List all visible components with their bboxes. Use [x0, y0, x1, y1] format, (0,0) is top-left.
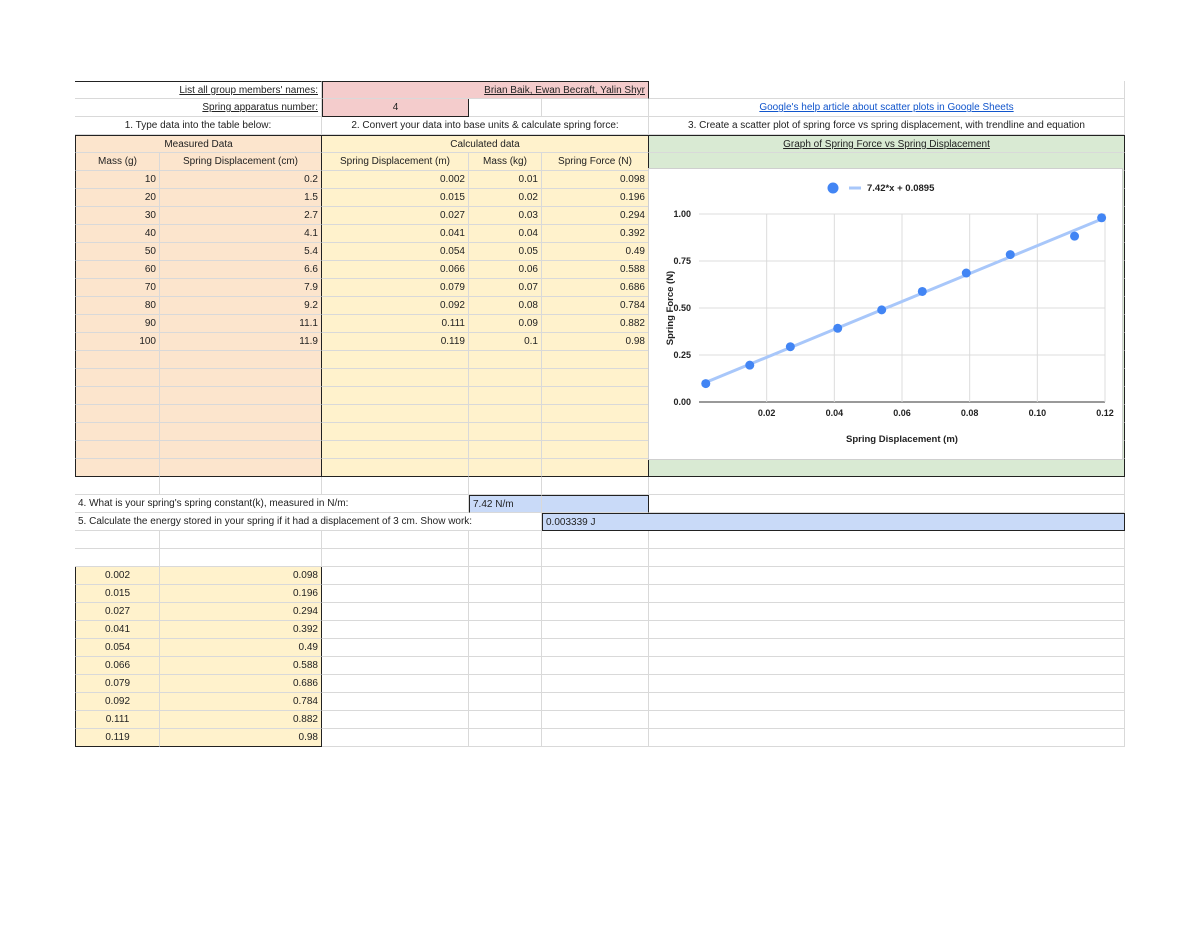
force-cell[interactable]: 0.294: [542, 207, 649, 225]
empty-cell[interactable]: [75, 423, 160, 441]
mass-kg-cell[interactable]: 0.03: [469, 207, 542, 225]
disp-cm-cell[interactable]: 11.9: [160, 333, 322, 351]
force-cell[interactable]: 0.686: [542, 279, 649, 297]
disp-m-cell[interactable]: 0.054: [322, 243, 469, 261]
disp-m-cell[interactable]: 0.066: [322, 261, 469, 279]
blank-row: [75, 531, 1125, 549]
empty-cell[interactable]: [542, 405, 649, 423]
empty-cell[interactable]: [75, 387, 160, 405]
cell[interactable]: [649, 495, 1125, 513]
force-cell[interactable]: 0.882: [542, 315, 649, 333]
empty-cell[interactable]: [542, 621, 649, 639]
disp-cm-cell[interactable]: 6.6: [160, 261, 322, 279]
empty-cell[interactable]: [649, 477, 1125, 495]
col-header-disp-cm[interactable]: Spring Displacement (cm): [160, 153, 322, 171]
mass-kg-cell[interactable]: 0.1: [469, 333, 542, 351]
mass-kg-cell[interactable]: 0.07: [469, 279, 542, 297]
force-cell[interactable]: 0.098: [542, 171, 649, 189]
empty-cell[interactable]: [160, 351, 322, 369]
empty-cell[interactable]: [469, 405, 542, 423]
blank-row: [75, 549, 1125, 567]
empty-cell[interactable]: [649, 567, 1125, 585]
empty-cell[interactable]: [469, 369, 542, 387]
disp-cm-cell[interactable]: 0.2: [160, 171, 322, 189]
names-value-cell[interactable]: Brian Baik, Ewan Becraft, Yalin Shyr: [322, 81, 649, 99]
mass-g-cell[interactable]: 10: [75, 171, 160, 189]
empty-row: [75, 459, 1125, 477]
empty-cell[interactable]: [160, 531, 322, 549]
lower-force-cell[interactable]: 0.588: [160, 657, 322, 675]
force-cell[interactable]: 0.49: [542, 243, 649, 261]
empty-cell[interactable]: [160, 549, 322, 567]
calculated-title[interactable]: Calculated data: [322, 135, 649, 153]
empty-cell[interactable]: [469, 531, 542, 549]
empty-cell[interactable]: [75, 549, 160, 567]
legend-label: 7.42*x + 0.0895: [867, 183, 935, 194]
empty-cell[interactable]: [469, 603, 542, 621]
empty-cell[interactable]: [322, 693, 469, 711]
empty-cell[interactable]: [322, 603, 469, 621]
trendline: [706, 219, 1102, 382]
mass-g-cell[interactable]: 40: [75, 225, 160, 243]
step3-label[interactable]: 3. Create a scatter plot of spring force vs spring displacement, with trendline and equation: [649, 117, 1125, 135]
apparatus-value-cell[interactable]: 4: [322, 99, 469, 117]
data-point: [1070, 232, 1079, 241]
lower-force-cell[interactable]: 0.686: [160, 675, 322, 693]
mass-g-cell[interactable]: 60: [75, 261, 160, 279]
empty-cell[interactable]: [322, 567, 469, 585]
empty-cell[interactable]: [469, 585, 542, 603]
help-link[interactable]: Google's help article about scatter plots in Google Sheets: [649, 99, 1125, 117]
graph-area-cell[interactable]: [649, 459, 1125, 477]
empty-cell[interactable]: [542, 657, 649, 675]
empty-cell[interactable]: [542, 549, 649, 567]
mass-g-cell[interactable]: 30: [75, 207, 160, 225]
empty-cell[interactable]: [75, 405, 160, 423]
disp-m-cell[interactable]: 0.111: [322, 315, 469, 333]
x-tick-label: 0.04: [825, 408, 844, 418]
empty-cell[interactable]: [322, 711, 469, 729]
col-header-mass-kg[interactable]: Mass (kg): [469, 153, 542, 171]
col-header-mass-g[interactable]: Mass (g): [75, 153, 160, 171]
disp-cm-cell[interactable]: 7.9: [160, 279, 322, 297]
energy-cell[interactable]: 0.003339 J: [542, 513, 1125, 531]
empty-cell[interactable]: [542, 477, 649, 495]
empty-cell[interactable]: [542, 729, 649, 747]
empty-cell[interactable]: [322, 549, 469, 567]
force-cell[interactable]: 0.588: [542, 261, 649, 279]
empty-cell[interactable]: [649, 711, 1125, 729]
empty-cell[interactable]: [542, 441, 649, 459]
step4-label[interactable]: 4. What is your spring's spring constant(k), measured in N/m:: [75, 495, 469, 513]
empty-cell[interactable]: [542, 351, 649, 369]
lower-data-row: [75, 675, 1125, 693]
lower-force-cell[interactable]: 0.49: [160, 639, 322, 657]
empty-cell[interactable]: [649, 657, 1125, 675]
empty-cell[interactable]: [322, 405, 469, 423]
mass-g-cell[interactable]: 90: [75, 315, 160, 333]
step5-label[interactable]: 5. Calculate the energy stored in your spring if it had a displacement of 3 cm. Show work:: [75, 513, 542, 531]
empty-cell[interactable]: [160, 405, 322, 423]
force-cell[interactable]: 0.196: [542, 189, 649, 207]
empty-cell[interactable]: [75, 477, 160, 495]
empty-cell[interactable]: [322, 531, 469, 549]
disp-m-cell[interactable]: 0.027: [322, 207, 469, 225]
empty-cell[interactable]: [542, 585, 649, 603]
x-tick-label: 0.12: [1096, 408, 1114, 418]
empty-cell[interactable]: [542, 459, 649, 477]
data-point: [1006, 250, 1015, 259]
mass-kg-cell[interactable]: 0.09: [469, 315, 542, 333]
disp-m-cell[interactable]: 0.119: [322, 333, 469, 351]
mass-g-cell[interactable]: 100: [75, 333, 160, 351]
lower-force-cell[interactable]: 0.196: [160, 585, 322, 603]
disp-m-cell[interactable]: 0.015: [322, 189, 469, 207]
disp-m-cell[interactable]: 0.002: [322, 171, 469, 189]
disp-cm-cell[interactable]: 5.4: [160, 243, 322, 261]
empty-cell[interactable]: [75, 459, 160, 477]
step2-label[interactable]: 2. Convert your data into base units & calculate spring force:: [322, 117, 649, 135]
lower-disp-m-cell[interactable]: 0.111: [75, 711, 160, 729]
mass-g-cell[interactable]: 80: [75, 297, 160, 315]
graph-title[interactable]: Graph of Spring Force vs Spring Displacement: [649, 135, 1125, 153]
empty-cell[interactable]: [322, 459, 469, 477]
empty-cell[interactable]: [322, 369, 469, 387]
disp-m-cell[interactable]: 0.041: [322, 225, 469, 243]
empty-cell[interactable]: [469, 549, 542, 567]
y-tick-label: 0.50: [673, 303, 691, 313]
data-point: [1097, 213, 1106, 222]
chart-svg: [649, 169, 1122, 459]
col-header-disp-m[interactable]: Spring Displacement (m): [322, 153, 469, 171]
section-title-row: [75, 135, 1125, 153]
mass-g-cell[interactable]: 70: [75, 279, 160, 297]
empty-cell[interactable]: [160, 387, 322, 405]
lower-data-row: [75, 729, 1125, 747]
disp-m-cell[interactable]: 0.092: [322, 297, 469, 315]
step1-label[interactable]: 1. Type data into the table below:: [75, 117, 322, 135]
disp-cm-cell[interactable]: 9.2: [160, 297, 322, 315]
empty-cell[interactable]: [322, 351, 469, 369]
empty-cell[interactable]: [649, 549, 1125, 567]
col-header-force[interactable]: Spring Force (N): [542, 153, 649, 171]
empty-cell[interactable]: [322, 657, 469, 675]
lower-force-cell[interactable]: 0.294: [160, 603, 322, 621]
data-point: [701, 379, 710, 388]
empty-cell[interactable]: [542, 423, 649, 441]
empty-cell[interactable]: [469, 675, 542, 693]
empty-cell[interactable]: [160, 477, 322, 495]
lower-disp-m-cell[interactable]: 0.027: [75, 603, 160, 621]
empty-cell[interactable]: [469, 693, 542, 711]
data-point: [962, 269, 971, 278]
empty-cell[interactable]: [322, 639, 469, 657]
empty-cell[interactable]: [322, 621, 469, 639]
lower-disp-m-cell[interactable]: 0.041: [75, 621, 160, 639]
legend-point-marker: [828, 183, 839, 194]
mass-kg-cell[interactable]: 0.02: [469, 189, 542, 207]
measured-title[interactable]: Measured Data: [75, 135, 322, 153]
force-cell[interactable]: 0.784: [542, 297, 649, 315]
lower-force-cell[interactable]: 0.882: [160, 711, 322, 729]
spring-constant-cell[interactable]: 7.42 N/m: [469, 495, 542, 513]
empty-cell[interactable]: [649, 675, 1125, 693]
mass-kg-cell[interactable]: 0.04: [469, 225, 542, 243]
names-label[interactable]: List all group members' names:: [75, 81, 322, 99]
empty-cell[interactable]: [469, 657, 542, 675]
data-point: [745, 361, 754, 370]
empty-cell[interactable]: [649, 729, 1125, 747]
empty-cell[interactable]: [542, 369, 649, 387]
empty-cell[interactable]: [75, 531, 160, 549]
lower-data-row: [75, 621, 1125, 639]
disp-cm-cell[interactable]: 2.7: [160, 207, 322, 225]
empty-cell[interactable]: [469, 621, 542, 639]
lower-disp-m-cell[interactable]: 0.015: [75, 585, 160, 603]
empty-cell[interactable]: [322, 387, 469, 405]
lower-force-cell[interactable]: 0.098: [160, 567, 322, 585]
step5-row: [75, 513, 1125, 531]
lower-disp-m-cell[interactable]: 0.092: [75, 693, 160, 711]
lower-data-row: [75, 567, 1125, 585]
steps-row: [75, 117, 1125, 135]
x-tick-label: 0.10: [1028, 408, 1047, 418]
empty-cell[interactable]: [542, 693, 649, 711]
lower-force-cell[interactable]: 0.784: [160, 693, 322, 711]
y-tick-label: 0.00: [673, 397, 691, 407]
empty-cell[interactable]: [469, 639, 542, 657]
apparatus-label[interactable]: Spring apparatus number:: [75, 99, 322, 117]
empty-cell[interactable]: [469, 459, 542, 477]
empty-cell[interactable]: [649, 693, 1125, 711]
lower-data-row: [75, 585, 1125, 603]
empty-cell[interactable]: [75, 351, 160, 369]
empty-cell[interactable]: [469, 729, 542, 747]
empty-cell[interactable]: [542, 567, 649, 585]
data-point: [786, 342, 795, 351]
empty-cell[interactable]: [542, 531, 649, 549]
empty-cell[interactable]: [75, 369, 160, 387]
lower-disp-m-cell[interactable]: 0.079: [75, 675, 160, 693]
empty-cell[interactable]: [160, 369, 322, 387]
empty-cell[interactable]: [469, 387, 542, 405]
empty-cell[interactable]: [542, 639, 649, 657]
empty-cell[interactable]: [322, 585, 469, 603]
y-tick-label: 0.75: [673, 256, 691, 266]
scatter-chart[interactable]: [648, 168, 1123, 460]
empty-cell[interactable]: [469, 567, 542, 585]
empty-cell[interactable]: [322, 423, 469, 441]
mass-kg-cell[interactable]: 0.06: [469, 261, 542, 279]
lower-force-cell[interactable]: 0.392: [160, 621, 322, 639]
y-axis-title: Spring Force (N): [665, 270, 676, 346]
lower-disp-m-cell[interactable]: 0.054: [75, 639, 160, 657]
lower-force-cell[interactable]: 0.98: [160, 729, 322, 747]
cell[interactable]: [649, 81, 1125, 99]
lower-data-row: [75, 693, 1125, 711]
data-point: [833, 324, 842, 333]
y-tick-label: 0.25: [673, 350, 691, 360]
empty-cell[interactable]: [322, 675, 469, 693]
mass-g-cell[interactable]: 20: [75, 189, 160, 207]
empty-cell[interactable]: [542, 675, 649, 693]
lower-disp-m-cell[interactable]: 0.002: [75, 567, 160, 585]
names-row: [75, 81, 1125, 99]
empty-cell[interactable]: [649, 531, 1125, 549]
empty-cell[interactable]: [75, 441, 160, 459]
empty-cell[interactable]: [542, 603, 649, 621]
empty-cell[interactable]: [322, 477, 469, 495]
mass-kg-cell[interactable]: 0.05: [469, 243, 542, 261]
empty-cell[interactable]: [160, 423, 322, 441]
apparatus-row: [75, 99, 1125, 117]
y-tick-label: 1.00: [673, 209, 691, 219]
empty-cell[interactable]: [469, 351, 542, 369]
mass-kg-cell[interactable]: 0.08: [469, 297, 542, 315]
empty-cell[interactable]: [469, 477, 542, 495]
lower-data-row: [75, 639, 1125, 657]
disp-m-cell[interactable]: 0.079: [322, 279, 469, 297]
step4-row: [75, 495, 1125, 513]
lower-disp-m-cell[interactable]: 0.066: [75, 657, 160, 675]
empty-cell[interactable]: [469, 441, 542, 459]
x-tick-label: 0.02: [757, 408, 776, 418]
disp-cm-cell[interactable]: 4.1: [160, 225, 322, 243]
x-tick-label: 0.06: [893, 408, 911, 418]
empty-cell[interactable]: [542, 387, 649, 405]
cell[interactable]: [469, 99, 542, 117]
empty-cell[interactable]: [649, 585, 1125, 603]
empty-cell[interactable]: [160, 459, 322, 477]
lower-data-row: [75, 603, 1125, 621]
force-cell[interactable]: 0.392: [542, 225, 649, 243]
lower-data-row: [75, 657, 1125, 675]
empty-cell[interactable]: [542, 711, 649, 729]
blank-row: [75, 477, 1125, 495]
x-axis-title: Spring Displacement (m): [846, 434, 958, 445]
force-cell[interactable]: 0.98: [542, 333, 649, 351]
empty-cell[interactable]: [649, 639, 1125, 657]
empty-cell[interactable]: [649, 603, 1125, 621]
cell[interactable]: [542, 99, 649, 117]
empty-cell[interactable]: [469, 711, 542, 729]
empty-cell[interactable]: [649, 621, 1125, 639]
mass-g-cell[interactable]: 50: [75, 243, 160, 261]
disp-cm-cell[interactable]: 11.1: [160, 315, 322, 333]
data-point: [918, 287, 927, 296]
empty-cell[interactable]: [160, 441, 322, 459]
x-tick-label: 0.08: [960, 408, 979, 418]
disp-cm-cell[interactable]: 1.5: [160, 189, 322, 207]
empty-cell[interactable]: [322, 441, 469, 459]
data-point: [877, 305, 886, 314]
lower-disp-m-cell[interactable]: 0.119: [75, 729, 160, 747]
spring-constant-cell-ext[interactable]: [542, 495, 649, 513]
mass-kg-cell[interactable]: 0.01: [469, 171, 542, 189]
empty-cell[interactable]: [322, 729, 469, 747]
empty-cell[interactable]: [469, 423, 542, 441]
lower-data-row: [75, 711, 1125, 729]
